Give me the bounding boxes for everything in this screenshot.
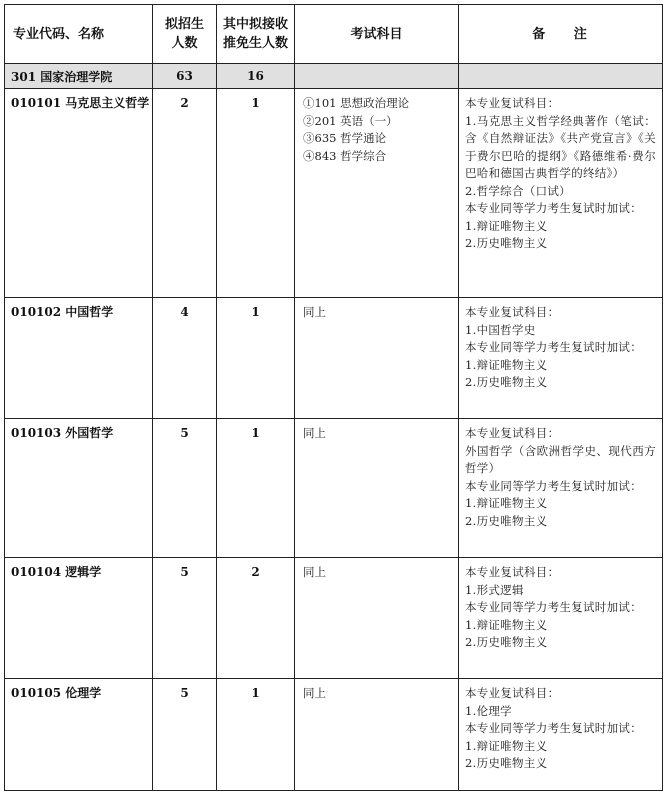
note-line: 本专业复试科目： — [465, 565, 560, 579]
subject-line: 同上 — [303, 686, 326, 700]
note-line: 1.辩证唯物主义 — [465, 738, 548, 753]
major-subjects — [295, 298, 459, 419]
major-row — [5, 558, 663, 679]
header-planned: 拟招生 人数 — [153, 5, 217, 64]
subject-line: 同上 — [303, 305, 326, 319]
note-line: 1.辩证唯物主义 — [465, 218, 548, 233]
major-row — [5, 679, 663, 791]
major-name: 010101 马克思主义哲学 — [5, 89, 153, 298]
major-name: 010102 中国哲学 — [5, 298, 153, 419]
major-row — [5, 419, 663, 558]
header-row — [5, 5, 663, 64]
note-line: 1.辩证唯物主义 — [465, 617, 548, 632]
note-line: 本专业同等学力考生复试时加试： — [465, 600, 642, 614]
subject-line: ④843 哲学综合 — [303, 148, 387, 163]
note-line: 2.历史唯物主义 — [465, 635, 548, 649]
note-line: 本专业复试科目： — [465, 96, 560, 110]
major-planned: 2 — [153, 89, 217, 298]
major-subjects — [295, 558, 459, 679]
note-line: 2.历史唯物主义 — [465, 375, 548, 389]
note-line: 本专业复试科目： — [465, 305, 560, 319]
college-planned: 63 — [153, 64, 217, 89]
header-notes: 备 注 — [459, 5, 663, 64]
note-line: 1.辩证唯物主义 — [465, 357, 548, 372]
note-line: 2.历史唯物主义 — [465, 513, 548, 528]
major-subjects — [295, 679, 459, 791]
college-subjects — [295, 64, 459, 89]
header-subjects: 考试科目 — [295, 5, 459, 64]
major-row — [5, 298, 663, 419]
note-line: 1.辩证唯物主义 — [465, 496, 548, 510]
admissions-table — [4, 4, 663, 791]
major-notes — [459, 298, 663, 419]
major-row — [5, 89, 663, 298]
note-line: 2.历史唯物主义 — [465, 236, 548, 250]
college-name: 301 国家治理学院 — [5, 64, 153, 89]
major-notes — [459, 89, 663, 298]
major-planned: 5 — [153, 558, 217, 679]
note-line: 本专业复试科目： — [465, 686, 560, 700]
major-planned: 5 — [153, 679, 217, 791]
major-exempt: 1 — [217, 89, 295, 298]
subject-line: ②201 英语（一） — [303, 113, 398, 128]
major-notes — [459, 558, 663, 679]
note-line: 本专业同等学力考生复试时加试： — [465, 478, 642, 493]
major-subjects — [295, 419, 459, 558]
major-exempt: 1 — [217, 679, 295, 791]
major-name: 010105 伦理学 — [5, 679, 153, 791]
note-line: 2.哲学综合（口试） — [465, 183, 571, 198]
major-notes — [459, 419, 663, 558]
major-name: 010104 逻辑学 — [5, 558, 153, 679]
major-subjects — [295, 89, 459, 298]
header-code-name: 专业代码、名称 — [5, 5, 153, 64]
major-exempt: 1 — [217, 298, 295, 419]
college-row — [5, 64, 663, 89]
major-planned: 5 — [153, 419, 217, 558]
college-exempt: 16 — [217, 64, 295, 89]
note-line: 本专业同等学力考生复试时加试： — [465, 340, 642, 354]
note-line: 本专业复试科目： — [465, 426, 560, 440]
major-planned: 4 — [153, 298, 217, 419]
note-line: 外国哲学（含欧洲哲学史、现代西方哲学） — [465, 443, 656, 475]
note-line: 1.中国哲学史 — [465, 322, 536, 337]
major-exempt: 2 — [217, 558, 295, 679]
major-notes — [459, 679, 663, 791]
subject-line: ③635 哲学通论 — [303, 131, 387, 145]
note-line: 1.形式逻辑 — [465, 582, 524, 597]
subject-line: ①101 思想政治理论 — [303, 96, 410, 110]
note-line: 本专业同等学力考生复试时加试： — [465, 721, 642, 735]
subject-line: 同上 — [303, 426, 326, 440]
major-name: 010103 外国哲学 — [5, 419, 153, 558]
header-exempt: 其中拟接收 推免生人数 — [217, 5, 295, 64]
subject-line: 同上 — [303, 565, 326, 579]
major-exempt: 1 — [217, 419, 295, 558]
note-line: 1.伦理学 — [465, 703, 512, 718]
note-line: 本专业同等学力考生复试时加试： — [465, 201, 642, 215]
college-notes — [459, 64, 663, 89]
note-line: 1.马克思主义哲学经典著作（笔试：含《自然辩证法》《共产党宣言》《关于费尔巴哈的提纲》《路德维希·费尔巴哈和德国古典哲学的终结》） — [465, 113, 656, 180]
note-line: 2.历史唯物主义 — [465, 756, 548, 770]
